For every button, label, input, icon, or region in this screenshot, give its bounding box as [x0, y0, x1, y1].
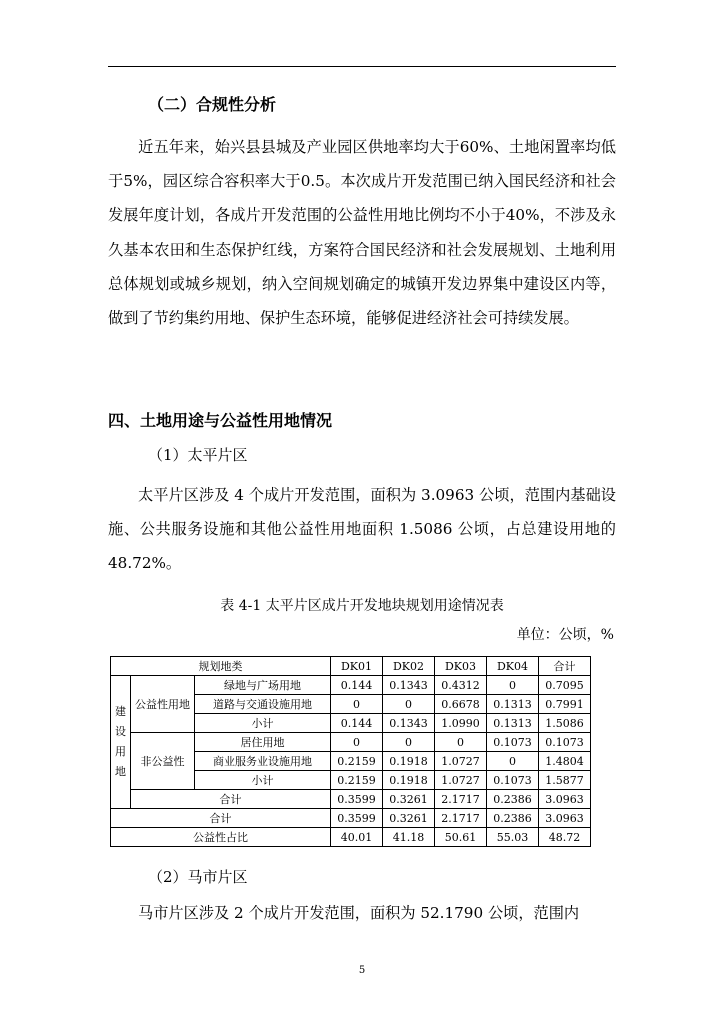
col-header: 合计 — [539, 657, 591, 676]
cell: 1.5877 — [539, 771, 591, 790]
cell: 0.2159 — [331, 771, 383, 790]
row-label: 小计 — [195, 771, 331, 790]
cell: 0.2386 — [487, 790, 539, 809]
cell: 0.1343 — [383, 714, 435, 733]
cell: 0 — [383, 695, 435, 714]
row-label: 绿地与广场用地 — [195, 676, 331, 695]
cell: 0.3599 — [331, 790, 383, 809]
public-land-label: 公益性用地 — [131, 676, 195, 733]
cell: 1.0727 — [435, 752, 487, 771]
cell: 0.1918 — [383, 752, 435, 771]
header-rule — [108, 66, 616, 67]
cell: 1.5086 — [539, 714, 591, 733]
cell: 0 — [435, 733, 487, 752]
cell: 0.4312 — [435, 676, 487, 695]
cell: 0.144 — [331, 714, 383, 733]
subheading-taiping: （1）太平片区 — [148, 446, 248, 464]
cell: 0 — [487, 752, 539, 771]
row-label: 居住用地 — [195, 733, 331, 752]
section-heading: （二）合规性分析 — [148, 95, 277, 114]
table-row — [111, 733, 591, 752]
col-header: DK03 — [435, 657, 487, 676]
cell: 0.7095 — [539, 676, 591, 695]
row-label: 公益性占比 — [111, 828, 331, 847]
row-label: 小计 — [195, 714, 331, 733]
cell: 41.18 — [383, 828, 435, 847]
cell: 3.0963 — [539, 790, 591, 809]
cell: 1.0727 — [435, 771, 487, 790]
paragraph-taiping: 太平片区涉及 4 个成片开发范围，面积为 3.0963 公顷，范围内基础设施、公共服务设施和其他公益性用地面积 1.5086 公顷，占总建设用地的 48.72%。 — [108, 486, 616, 573]
col-header: DK02 — [383, 657, 435, 676]
chapter-heading: 四、土地用途与公益性用地情况 — [108, 411, 333, 430]
cell: 0.144 — [331, 676, 383, 695]
cell: 48.72 — [539, 828, 591, 847]
cell: 0.3261 — [383, 790, 435, 809]
cell: 0.1343 — [383, 676, 435, 695]
cell: 0 — [331, 733, 383, 752]
table-row — [111, 828, 591, 847]
cell: 0.3599 — [331, 809, 383, 828]
cell: 0.6678 — [435, 695, 487, 714]
page-number: 5 — [358, 965, 366, 976]
cell: 0.1313 — [487, 714, 539, 733]
cell: 0.2159 — [331, 752, 383, 771]
paragraph-compliance: 近五年来，始兴县县城及产业园区供地率均大于60%、土地闲置率均低于5%，园区综合容积率大于0.5。本次成片开发范围已纳入国民经济和社会发展年度计划，各成片开发范围的公益性用地比例均不小于40%，不涉及永久基本农田和生态保护红线，方案符合国民经济和社会发展规划、土地利用总体规划或城乡规划，纳入空间规划确定的城镇开发边界集中建设区内等，做到了节约集约用地、保护生态环境，能够促进经济社会可持续发展。 — [108, 138, 616, 328]
paragraph-mashi: 马市片区涉及 2 个成片开发范围，面积为 52.1790 公顷，范围内 — [138, 904, 580, 922]
cell: 0 — [487, 676, 539, 695]
cell: 0.7991 — [539, 695, 591, 714]
col-header: DK04 — [487, 657, 539, 676]
land-use-table — [110, 656, 591, 847]
cell: 1.0990 — [435, 714, 487, 733]
cell: 1.4804 — [539, 752, 591, 771]
table-row — [111, 809, 591, 828]
col-header: DK01 — [331, 657, 383, 676]
cell: 0 — [331, 695, 383, 714]
table-header-row — [111, 657, 591, 676]
nonpublic-land-label: 非公益性 — [131, 733, 195, 790]
table-row — [111, 790, 591, 809]
cell: 0.2386 — [487, 809, 539, 828]
unit-label: 单位：公顷，% — [516, 627, 614, 643]
construction-land-label: 建 设 用 地 — [111, 676, 131, 809]
cell: 3.0963 — [539, 809, 591, 828]
row-label: 商业服务业设施用地 — [195, 752, 331, 771]
cell: 50.61 — [435, 828, 487, 847]
row-label: 合计 — [111, 809, 331, 828]
cell: 0.1073 — [487, 733, 539, 752]
cell: 0 — [383, 733, 435, 752]
cell: 0.1073 — [487, 771, 539, 790]
cell: 0.1073 — [539, 733, 591, 752]
header-category: 规划地类 — [111, 657, 331, 676]
subheading-mashi: （2）马市片区 — [148, 868, 248, 886]
row-label: 合计 — [131, 790, 331, 809]
cell: 55.03 — [487, 828, 539, 847]
cell: 0.1918 — [383, 771, 435, 790]
cell: 2.1717 — [435, 809, 487, 828]
table-caption: 表 4-1 太平片区成片开发地块规划用途情况表 — [220, 598, 504, 614]
cell: 2.1717 — [435, 790, 487, 809]
cell: 0.3261 — [383, 809, 435, 828]
cell: 0.1313 — [487, 695, 539, 714]
table-row — [111, 676, 591, 695]
row-label: 道路与交通设施用地 — [195, 695, 331, 714]
cell: 40.01 — [331, 828, 383, 847]
